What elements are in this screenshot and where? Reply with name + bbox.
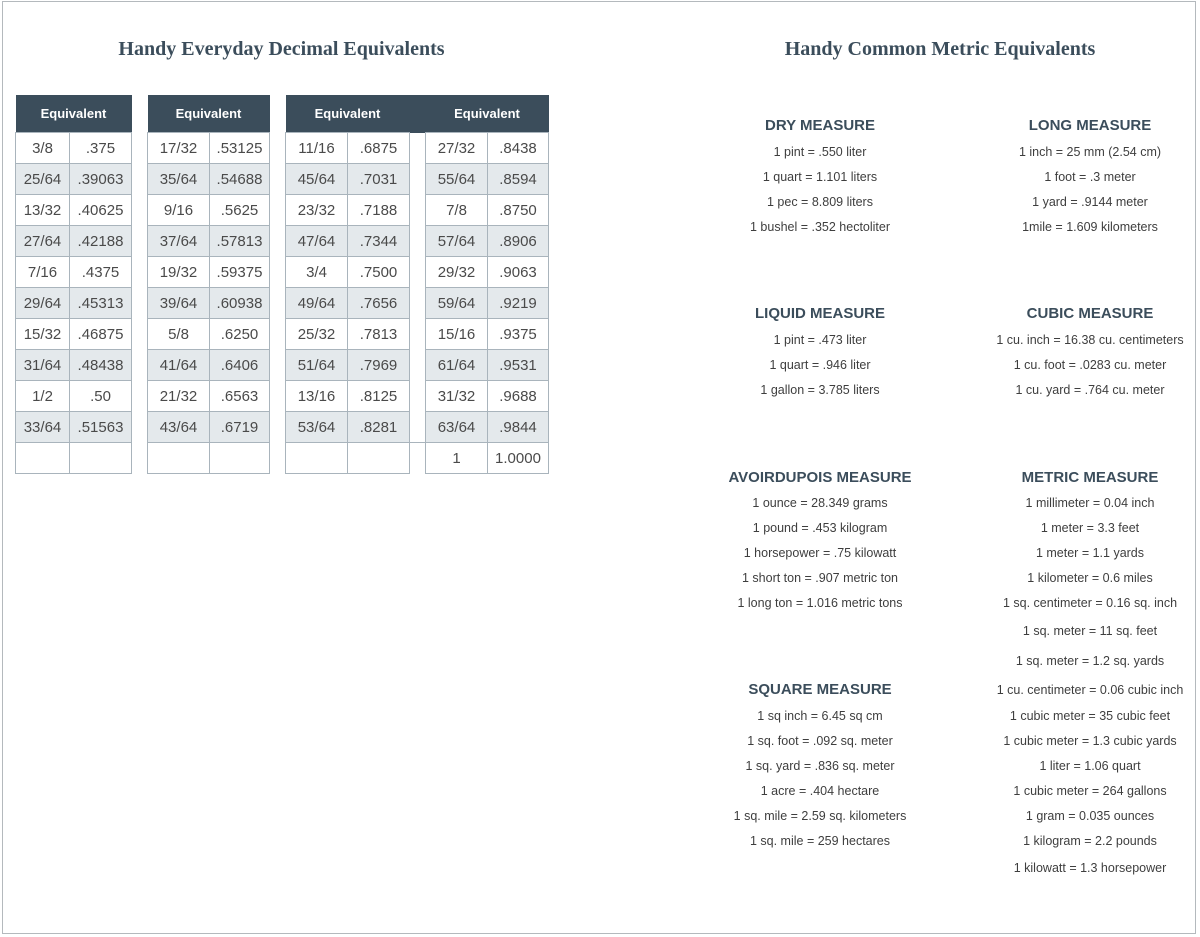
fraction-cell: 1 bbox=[426, 443, 488, 474]
table-gap-cell bbox=[410, 350, 426, 381]
table-row bbox=[286, 226, 549, 257]
decimal-cell: .6719 bbox=[210, 412, 270, 443]
decimal-cell: .57813 bbox=[210, 226, 270, 257]
decimal-cell: .7344 bbox=[348, 226, 410, 257]
conversion-line: 1 quart = 1.101 liters bbox=[762, 170, 878, 184]
decimal-cell: .6406 bbox=[210, 350, 270, 381]
conversion-line: 1 short ton = .907 metric ton bbox=[742, 571, 898, 585]
conversion-line: 1 foot = .3 meter bbox=[1044, 170, 1136, 184]
fraction-cell: 11/16 bbox=[286, 133, 348, 164]
table-header: Equivalent bbox=[148, 95, 270, 133]
fraction-cell: 5/8 bbox=[148, 319, 210, 350]
decimal-cell bbox=[348, 443, 410, 474]
fraction-cell: 15/32 bbox=[16, 319, 70, 350]
conversion-line: 1 sq. mile = 259 hectares bbox=[749, 834, 890, 848]
fraction-cell: 33/64 bbox=[16, 412, 70, 443]
fraction-cell: 7/8 bbox=[426, 195, 488, 226]
decimal-cell: .45313 bbox=[70, 288, 132, 319]
table-gap-cell bbox=[410, 226, 426, 257]
decimal-cell: .8281 bbox=[348, 412, 410, 443]
fraction-cell: 25/32 bbox=[286, 319, 348, 350]
conversion-line: 1 kilogram = 2.2 pounds bbox=[1023, 834, 1157, 848]
conversion-line: 1 cu. foot = .0283 cu. meter bbox=[1013, 358, 1167, 372]
table-row bbox=[148, 257, 270, 288]
decimal-cell: .8594 bbox=[488, 164, 549, 195]
table-row bbox=[286, 412, 549, 443]
fraction-cell: 27/64 bbox=[16, 226, 70, 257]
table-row bbox=[16, 350, 132, 381]
conversion-line: 1 millimeter = 0.04 inch bbox=[1025, 496, 1155, 510]
table-row bbox=[148, 164, 270, 195]
fraction-cell: 9/16 bbox=[148, 195, 210, 226]
conversion-line: 1 sq. foot = .092 sq. meter bbox=[747, 734, 893, 748]
table-gap-cell bbox=[410, 195, 426, 226]
table-header: Equivalent bbox=[286, 95, 410, 133]
decimal-cell: .9219 bbox=[488, 288, 549, 319]
decimal-table-2 bbox=[147, 95, 270, 474]
conversion-line: 1 long ton = 1.016 metric tons bbox=[737, 596, 903, 610]
decimal-cell: .8750 bbox=[488, 195, 549, 226]
fraction-cell: 55/64 bbox=[426, 164, 488, 195]
fraction-cell: 49/64 bbox=[286, 288, 348, 319]
conversion-line: 1 sq. meter = 1.2 sq. yards bbox=[1015, 654, 1165, 668]
table-row bbox=[148, 319, 270, 350]
decimal-equivalents-title: Handy Everyday Decimal Equivalents bbox=[118, 38, 445, 60]
decimal-cell: .42188 bbox=[70, 226, 132, 257]
table-header: Equivalent bbox=[16, 95, 132, 133]
fraction-cell: 63/64 bbox=[426, 412, 488, 443]
table-row bbox=[148, 195, 270, 226]
fraction-cell: 17/32 bbox=[148, 133, 210, 164]
decimal-cell: .6875 bbox=[348, 133, 410, 164]
table-row bbox=[148, 133, 270, 164]
fraction-cell: 27/32 bbox=[426, 133, 488, 164]
fraction-cell: 59/64 bbox=[426, 288, 488, 319]
conversion-line: 1 bushel = .352 hectoliter bbox=[749, 220, 891, 234]
fraction-cell: 23/32 bbox=[286, 195, 348, 226]
decimal-cell: .54688 bbox=[210, 164, 270, 195]
decimal-cell: .7188 bbox=[348, 195, 410, 226]
table-gap-cell bbox=[410, 133, 426, 164]
decimal-table-3 bbox=[285, 95, 549, 474]
metric-equivalents-title: Handy Common Metric Equivalents bbox=[784, 38, 1096, 60]
decimal-cell: .6250 bbox=[210, 319, 270, 350]
fraction-cell: 31/32 bbox=[426, 381, 488, 412]
conversion-line: 1 liter = 1.06 quart bbox=[1039, 759, 1141, 773]
table-row bbox=[286, 133, 549, 164]
fraction-cell: 39/64 bbox=[148, 288, 210, 319]
decimal-cell bbox=[70, 443, 132, 474]
fraction-cell: 31/64 bbox=[16, 350, 70, 381]
table-row bbox=[16, 195, 132, 226]
table-gap-cell bbox=[410, 257, 426, 288]
conversion-line: 1 sq. meter = 11 sq. feet bbox=[1022, 624, 1158, 638]
conversion-line: 1 cubic meter = 1.3 cubic yards bbox=[1003, 734, 1177, 748]
table-row bbox=[286, 164, 549, 195]
decimal-cell: .6563 bbox=[210, 381, 270, 412]
fraction-cell: 57/64 bbox=[426, 226, 488, 257]
table-row bbox=[286, 350, 549, 381]
conversion-line: 1 horsepower = .75 kilowatt bbox=[743, 546, 897, 560]
decimal-cell: .7813 bbox=[348, 319, 410, 350]
table-row bbox=[148, 350, 270, 381]
table-row bbox=[148, 226, 270, 257]
decimal-cell: .7656 bbox=[348, 288, 410, 319]
decimal-cell: .7031 bbox=[348, 164, 410, 195]
decimal-cell: .8906 bbox=[488, 226, 549, 257]
table-gap-cell bbox=[410, 443, 426, 474]
table-row bbox=[286, 443, 549, 474]
section-heading: SQUARE MEASURE bbox=[748, 681, 892, 698]
fraction-cell: 15/16 bbox=[426, 319, 488, 350]
fraction-cell: 61/64 bbox=[426, 350, 488, 381]
decimal-cell: .4375 bbox=[70, 257, 132, 288]
conversion-line: 1mile = 1.609 kilometers bbox=[1022, 220, 1158, 234]
decimal-cell: .7500 bbox=[348, 257, 410, 288]
table-row bbox=[286, 257, 549, 288]
conversion-line: 1 cubic meter = 264 gallons bbox=[1013, 784, 1167, 798]
table-row bbox=[16, 443, 132, 474]
decimal-cell: .9844 bbox=[488, 412, 549, 443]
conversion-line: 1 cu. inch = 16.38 cu. centimeters bbox=[996, 333, 1184, 347]
conversion-line: 1 pec = 8.809 liters bbox=[767, 195, 873, 209]
decimal-cell: .9375 bbox=[488, 319, 549, 350]
conversion-line: 1 inch = 25 mm (2.54 cm) bbox=[1018, 145, 1162, 159]
decimal-cell: .375 bbox=[70, 133, 132, 164]
fraction-cell: 43/64 bbox=[148, 412, 210, 443]
section-heading: LIQUID MEASURE bbox=[754, 305, 885, 322]
conversion-line: 1 yard = .9144 meter bbox=[1032, 195, 1148, 209]
decimal-cell: .51563 bbox=[70, 412, 132, 443]
conversion-line: 1 acre = .404 hectare bbox=[760, 784, 880, 798]
fraction-cell: 13/16 bbox=[286, 381, 348, 412]
decimal-cell: .48438 bbox=[70, 350, 132, 381]
conversion-line: 1 sq. centimeter = 0.16 sq. inch bbox=[1002, 596, 1178, 610]
conversion-line: 1 kilowatt = 1.3 horsepower bbox=[1013, 861, 1167, 875]
conversion-line: 1 sq. mile = 2.59 sq. kilometers bbox=[733, 809, 907, 823]
fraction-cell: 3/4 bbox=[286, 257, 348, 288]
table-row bbox=[148, 443, 270, 474]
table-row bbox=[148, 381, 270, 412]
table-row bbox=[16, 319, 132, 350]
table-row bbox=[16, 288, 132, 319]
table-row bbox=[16, 257, 132, 288]
conversion-line: 1 sq. yard = .836 sq. meter bbox=[745, 759, 895, 773]
conversion-line: 1 quart = .946 liter bbox=[769, 358, 871, 372]
conversion-line: 1 pound = .453 kilogram bbox=[752, 521, 888, 535]
table-row bbox=[286, 381, 549, 412]
decimal-cell: .59375 bbox=[210, 257, 270, 288]
conversion-line: 1 gallon = 3.785 liters bbox=[760, 383, 880, 397]
conversion-line: 1 meter = 3.3 feet bbox=[1040, 521, 1140, 535]
section-heading: DRY MEASURE bbox=[764, 117, 876, 134]
table-row bbox=[286, 195, 549, 226]
decimal-table-1 bbox=[15, 95, 132, 474]
table-header-b: Equivalent bbox=[426, 95, 549, 133]
conversion-line: 1 cu. yard = .764 cu. meter bbox=[1015, 383, 1165, 397]
table-row bbox=[148, 412, 270, 443]
fraction-cell bbox=[148, 443, 210, 474]
table-row bbox=[16, 412, 132, 443]
table-gap-cell bbox=[410, 319, 426, 350]
fraction-cell: 1/2 bbox=[16, 381, 70, 412]
section-heading: LONG MEASURE bbox=[1028, 117, 1152, 134]
table-row bbox=[16, 164, 132, 195]
decimal-cell: .9688 bbox=[488, 381, 549, 412]
fraction-cell: 25/64 bbox=[16, 164, 70, 195]
section-heading: CUBIC MEASURE bbox=[1026, 305, 1154, 322]
decimal-cell: .8438 bbox=[488, 133, 549, 164]
conversion-line: 1 kilometer = 0.6 miles bbox=[1027, 571, 1153, 585]
fraction-cell: 45/64 bbox=[286, 164, 348, 195]
fraction-cell: 21/32 bbox=[148, 381, 210, 412]
table-row bbox=[16, 133, 132, 164]
table-row bbox=[148, 288, 270, 319]
decimal-cell: .60938 bbox=[210, 288, 270, 319]
fraction-cell: 13/32 bbox=[16, 195, 70, 226]
fraction-cell: 7/16 bbox=[16, 257, 70, 288]
fraction-cell: 29/64 bbox=[16, 288, 70, 319]
table-gap-cell bbox=[410, 288, 426, 319]
conversion-line: 1 cu. centimeter = 0.06 cubic inch bbox=[996, 683, 1184, 697]
table-gap-cell bbox=[410, 412, 426, 443]
decimal-cell: .9531 bbox=[488, 350, 549, 381]
table-row bbox=[286, 288, 549, 319]
conversion-line: 1 gram = 0.035 ounces bbox=[1025, 809, 1155, 823]
table-gap-cell bbox=[410, 381, 426, 412]
conversion-line: 1 ounce = 28.349 grams bbox=[752, 496, 888, 510]
table-row bbox=[16, 226, 132, 257]
decimal-cell bbox=[210, 443, 270, 474]
decimal-cell: .9063 bbox=[488, 257, 549, 288]
decimal-cell: .46875 bbox=[70, 319, 132, 350]
fraction-cell: 47/64 bbox=[286, 226, 348, 257]
fraction-cell bbox=[286, 443, 348, 474]
decimal-cell: .8125 bbox=[348, 381, 410, 412]
fraction-cell bbox=[16, 443, 70, 474]
conversion-line: 1 sq inch = 6.45 sq cm bbox=[757, 709, 883, 723]
fraction-cell: 29/32 bbox=[426, 257, 488, 288]
section-heading: METRIC MEASURE bbox=[1021, 469, 1159, 486]
fraction-cell: 37/64 bbox=[148, 226, 210, 257]
decimal-cell: .5625 bbox=[210, 195, 270, 226]
fraction-cell: 3/8 bbox=[16, 133, 70, 164]
section-heading: AVOIRDUPOIS MEASURE bbox=[728, 469, 912, 486]
fraction-cell: 53/64 bbox=[286, 412, 348, 443]
decimal-cell: .7969 bbox=[348, 350, 410, 381]
decimal-cell: 1.0000 bbox=[488, 443, 549, 474]
decimal-cell: .53125 bbox=[210, 133, 270, 164]
conversion-line: 1 pint = .550 liter bbox=[773, 145, 867, 159]
decimal-cell: .50 bbox=[70, 381, 132, 412]
fraction-cell: 41/64 bbox=[148, 350, 210, 381]
table-row bbox=[286, 319, 549, 350]
decimal-cell: .39063 bbox=[70, 164, 132, 195]
fraction-cell: 35/64 bbox=[148, 164, 210, 195]
fraction-cell: 51/64 bbox=[286, 350, 348, 381]
table-row bbox=[16, 381, 132, 412]
conversion-line: 1 meter = 1.1 yards bbox=[1035, 546, 1145, 560]
conversion-line: 1 cubic meter = 35 cubic feet bbox=[1009, 709, 1171, 723]
fraction-cell: 19/32 bbox=[148, 257, 210, 288]
conversion-line: 1 pint = .473 liter bbox=[773, 333, 867, 347]
table-gap-cell bbox=[410, 164, 426, 195]
decimal-cell: .40625 bbox=[70, 195, 132, 226]
